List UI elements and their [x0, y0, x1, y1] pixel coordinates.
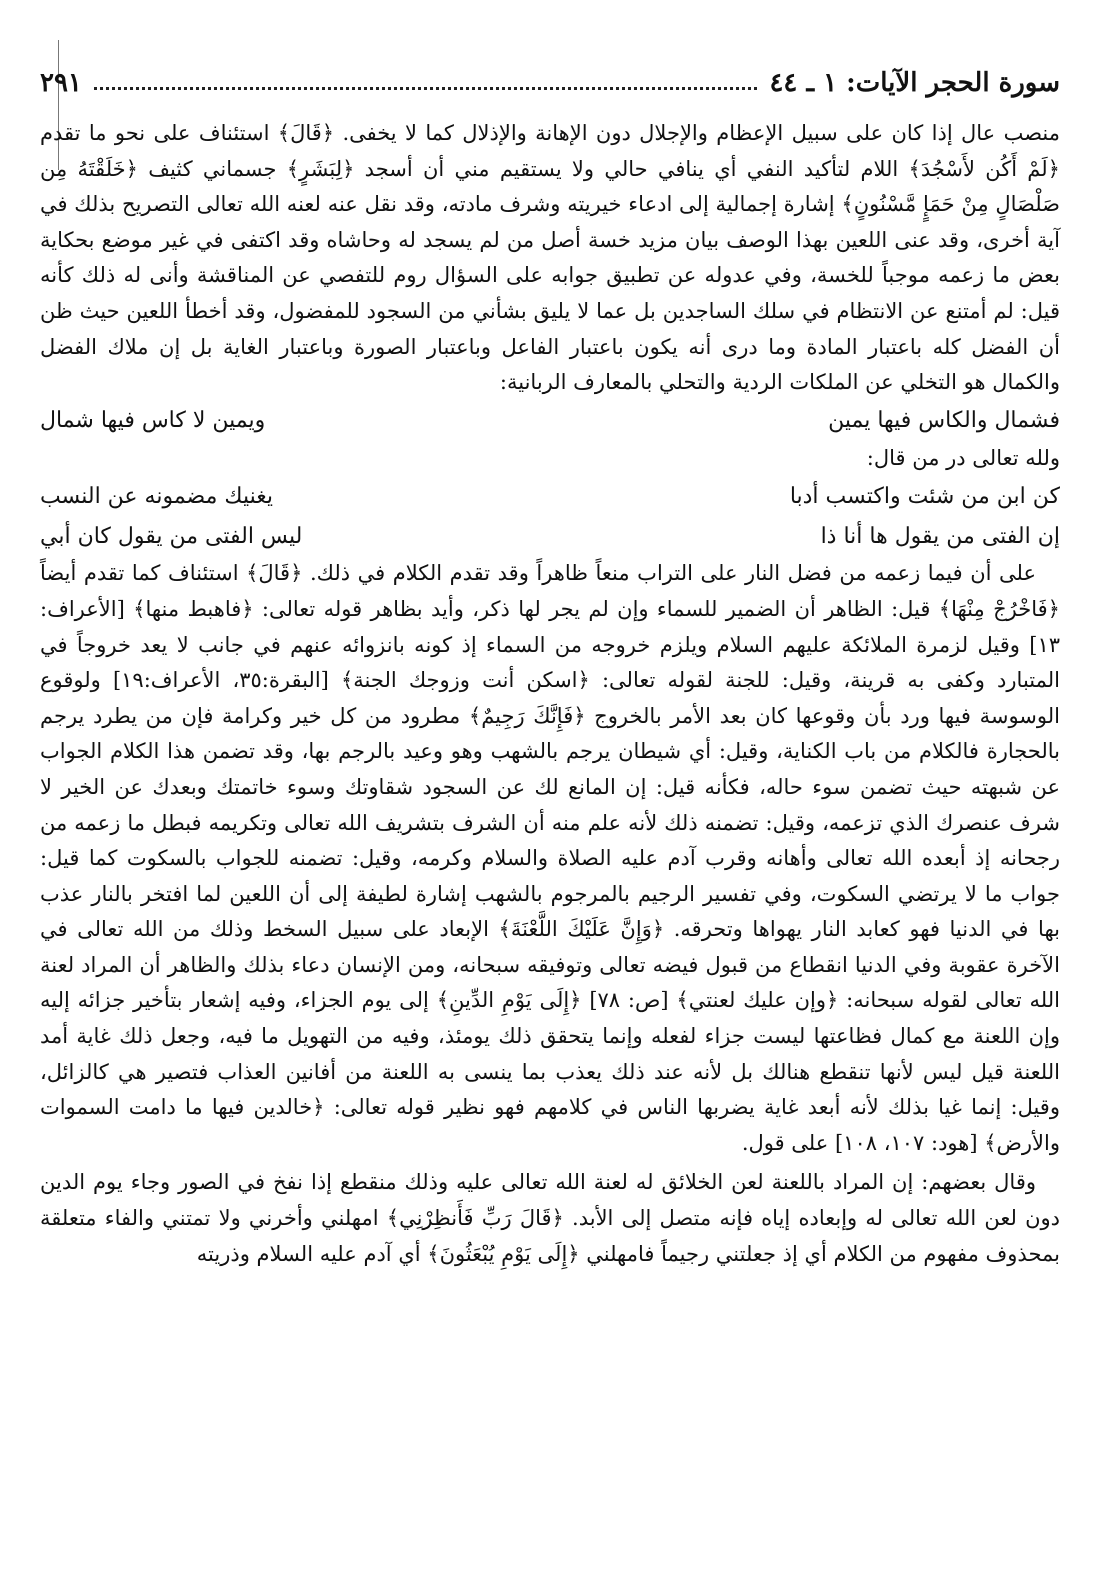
- running-header: [40, 58, 1060, 98]
- poem-hemistich: ليس الفتى من يقول كان أبي: [40, 523, 303, 549]
- commentary-paragraph: على أن فيما زعمه من فضل النار على التراب منعاً ظاهراً وقد تقدم الكلام في ذلك. ﴿قَالَ﴾ استئناف كما تقدم أيضاً ﴿فَاخْرُجْ مِنْهَا﴾ قيل: الظاهر أن الضمير للسماء وإن لم يجر لها ذكر، وأيد بظاهر قوله تعالى: ﴿فاهبط منها﴾ [الأعراف: ١٣] وقيل لزمرة الملائكة عليهم السلام ويلزم خروجه من السماء إذ كونه بانزوائه عنهم في جانب لا يعد خروجاً في المتبارد وكفى به قرينة، وقيل: للجنة لقوله تعالى: ﴿اسكن أنت وزوجك الجنة﴾ [البقرة:٣٥، الأعراف:١٩] ولوقوع الوسوسة فيها ورد بأن وقوعها كان بعد الأمر بالخروج ﴿فَإِنَّكَ رَجِيمٌ﴾ مطرود من كل خير وكرامة فإن من يطرد يرجم بالحجارة فالكلام من باب الكناية، وقيل: أي شيطان يرجم بالشهب وهو وعيد بالرجم بها، وقد تضمن هذا الكلام الجواب عن شبهته حيث تضمن سوء حاله، فكأنه قيل: إن المانع لك عن السجود شقاوتك وسوء خاتمتك وبعدك عن الخير لا شرف عنصرك الذي تزعمه، وقيل: تضمنه ذلك لأنه علم منه أن الشرف بتشريف الله تعالى وتكريمه فبطل ما زعمه من رجحانه إذ أبعده الله تعالى وأهانه وقرب آدم عليه الصلاة والسلام وكرمه، وقيل: تضمنه للجواب بالسكوت كما قيل: جواب ما لا يرتضي السكوت، وفي تفسير الرجيم بالمرجوم بالشهب إشارة لطيفة إلى أن اللعين لما افتخر بالنار عذب بها في الدنيا فهو كعابد النار يهواها وتحرقه. ﴿وَإِنَّ عَلَيْكَ اللَّعْنَةَ﴾ الإبعاد على سبيل السخط وذلك من الله تعالى في الآخرة عقوبة وفي الدنيا انقطاع من قبول فيضه تعالى وتوفيقه سبحانه، ومن الإنسان دعاء بذلك والظاهر أن المراد لعنة الله تعالى لقوله سبحانه: ﴿وإن عليك لعنتي﴾ [ص: ٧٨] ﴿إِلَى يَوْمِ الدِّينِ﴾ إلى يوم الجزاء، وفيه إشعار بتأخير جزائه إليه وإن اللعنة مع كمال فظاعتها ليست جزاء لفعله وإنما يتحقق ذلك يومئذ، وفيه من التهويل ما فيه، وجعل ذلك غاية أمد اللعنة قيل ليس لأنها تنقطع هنالك بل لأنه عند ذلك يعذب بما ينسى به اللعنة من أفانين العذاب فتصير هي كالزائل، وقيل: إنما غيا بذلك لأنه أبعد غاية يضربها الناس في كلامهم فهو نظير قوله تعالى: ﴿خالدين فيها ما دامت السموات والأرض﴾ [هود: ١٠٧، ١٠٨] على قول.: [40, 561, 1060, 1155]
- commentary-body: [40, 116, 1060, 1272]
- commentary-paragraph: منصب عال إذا كان على سبيل الإعظام والإجلال دون الإهانة والإذلال كما لا يخفى. ﴿قَالَ﴾ استئناف على نحو ما تقدم ﴿لَمْ أَكُن لأَسْجُدَ﴾ اللام لتأكيد النفي أي ينافي حالي ولا يستقيم مني أن أسجد ﴿لِبَشَرٍ﴾ جسماني كثيف ﴿خَلَقْتَهُ مِن صَلْصَالٍ مِنْ حَمَإٍ مَّسْنُونٍ﴾ إشارة إجمالية إلى ادعاء خيريته وشرف مادته، وقد نقل عنه لعنه الله تعالى التصريح بذلك في آية أخرى، وقد عنى اللعين بهذا الوصف بيان مزيد خسة أصل من لم يسجد له وحاشاه وقد اكتفى في غير موضع بحكاية بعض ما زعمه موجباً للخسة، وفي عدوله عن تطبيق جوابه على السؤال روم للتفصي عن المناقشة وأنى له ذلك كأنه قيل: لم أمتنع عن الانتظام في سلك الساجدين بل عما لا يليق بشأني من السجود للمفضول، وقد أخطأ اللعين حيث ظن أن الفضل كله باعتبار المادة وما درى أنه يكون باعتبار الفاعل وباعتبار الصورة وباعتبار الغاية بل إن ملاك الفضل والكمال هو التخلي عن الملكات الردية والتحلي بالمعارف الربانية:: [40, 121, 1060, 395]
- poem-hemistich: كن ابن من شئت واكتسب أدبا: [789, 483, 1060, 509]
- poem-intro-line: ولله تعالى در من قال:: [866, 445, 1060, 470]
- poem-verse: [40, 516, 1060, 556]
- page-number: ٢٩١: [40, 68, 82, 98]
- poem-hemistich: ويمين لا كاس فيها شمال: [40, 407, 266, 433]
- poem-verse: [40, 401, 1060, 441]
- poem-hemistich: فشمال والكاس فيها يمين: [828, 407, 1060, 433]
- surah-title: سورة الحجر الآيات: ١ ـ ٤٤: [769, 68, 1060, 98]
- book-page: [40, 40, 1060, 1540]
- header-dot-leader: [94, 86, 758, 90]
- poem-hemistich: يغنيك مضمونه عن النسب: [40, 483, 273, 509]
- poem-hemistich: إن الفتى من يقول ها أنا ذا: [820, 523, 1060, 549]
- poem-verse: [40, 476, 1060, 516]
- commentary-paragraph: وقال بعضهم: إن المراد باللعنة لعن الخلائق له لعنة الله تعالى عليه وذلك منقطع إذا نفخ في الصور وجاء يوم الدين دون لعن الله تعالى له وإبعاده إياه فإنه متصل إلى الأبد. ﴿قَالَ رَبِّ فَأَنظِرْنِي﴾ امهلني وأخرني ولا تمتني والفاء متعلقة بمحذوف مفهوم من الكلام أي إذ جعلتني رجيماً فامهلني ﴿إِلَى يَوْمِ يُبْعَثُونَ﴾ أي آدم عليه السلام وذريته: [40, 1170, 1060, 1266]
